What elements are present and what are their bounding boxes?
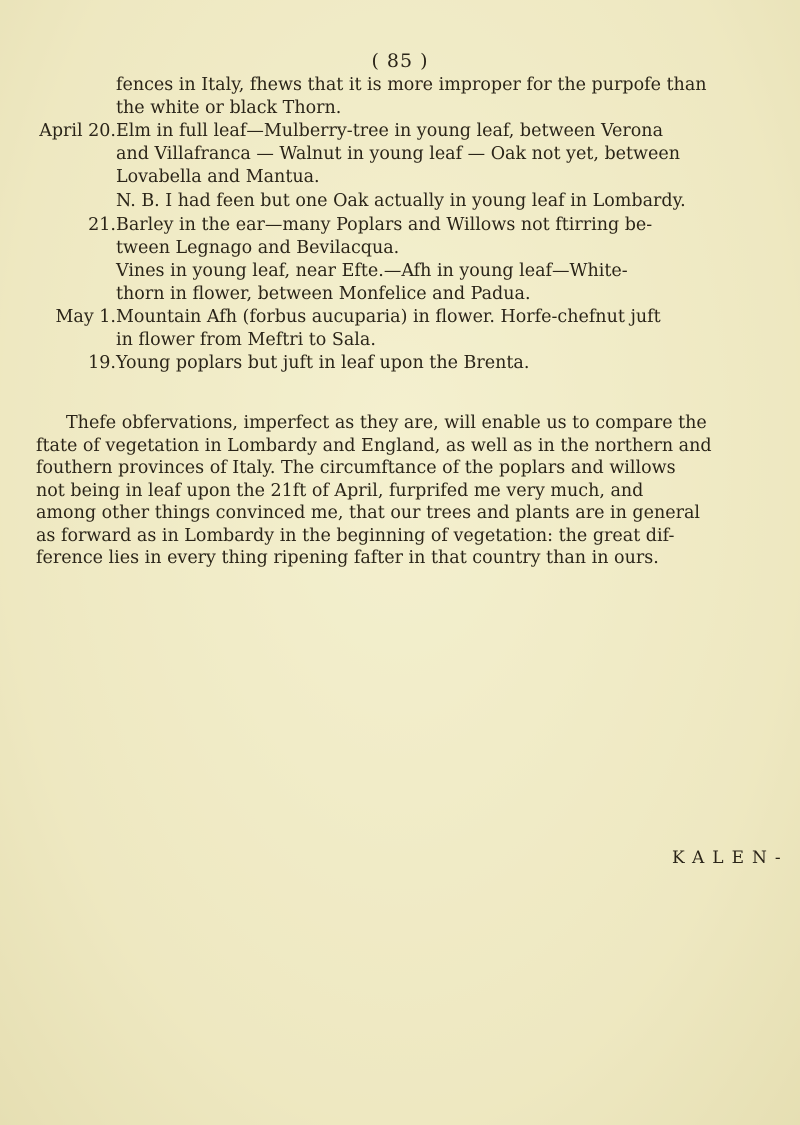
- entry-line: fences in Italy, fhews that it is more improper for the purpofe than: [116, 75, 707, 95]
- entry-text: [116, 190, 756, 213]
- entry-line: Young poplars but juft in leaf upon the Brenta.: [116, 353, 530, 373]
- entry-line: N. B. I had feen but one Oak actually in young leaf in Lombardy.: [116, 191, 686, 211]
- entry-date: May 1.: [55, 307, 116, 327]
- entry-line: Lovabella and Mantua.: [116, 167, 320, 187]
- entry-line: in flower from Meftri to Sala.: [116, 330, 376, 350]
- catchword: KALEN-: [672, 848, 789, 868]
- entry-line: and Villafranca — Walnut in young leaf — Oak not yet, between: [116, 144, 681, 164]
- entry-line: Vines in young leaf, near Efte.—Afh in young leaf—White-: [116, 261, 628, 281]
- entry-text: [116, 306, 756, 352]
- entry-text: [116, 352, 756, 375]
- entry-line: thorn in flower, between Monfelice and Padua.: [116, 284, 531, 304]
- paragraph-line: fouthern provinces of Italy. The circumftance of the poplars and willows: [36, 458, 676, 478]
- commentary-paragraph: [36, 412, 756, 570]
- entry-text: [116, 214, 756, 260]
- paragraph-line: ference lies in every thing ripening fafter in that country than in ours.: [36, 548, 659, 568]
- paragraph-line: not being in leaf upon the 21ft of April, furprifed me very much, and: [36, 480, 644, 501]
- entry-line: Mountain Afh (forbus aucuparia) in flower. Horfe-chefnut juft: [116, 307, 661, 327]
- entry-date: April 20.: [39, 121, 116, 141]
- entry-line: Elm in full leaf—Mulberry-tree in young leaf, between Verona: [116, 121, 664, 141]
- entry-text: [116, 74, 756, 120]
- paragraph-line: as forward as in Lombardy in the beginning of vegetation: the great dif-: [36, 525, 675, 546]
- paragraph-line: Thefe obfervations, imperfect as they are, will enable us to compare the: [66, 413, 707, 433]
- entry-date: 21.: [88, 215, 116, 235]
- page-number: ( 85 ): [371, 50, 429, 72]
- entry-line: tween Legnago and Bevilacqua.: [116, 238, 400, 258]
- paragraph-line: ftate of vegetation in Lombardy and England, as well as in the northern and: [36, 435, 712, 456]
- entry-date: 19.: [88, 353, 116, 373]
- entry-text: [116, 260, 756, 306]
- entry-line: the white or black Thorn.: [116, 98, 342, 118]
- entry-text: [116, 120, 756, 189]
- entry-line: Barley in the ear—many Poplars and Willows not ftirring be-: [116, 215, 653, 235]
- paragraph-line: among other things convinced me, that our trees and plants are in general: [36, 503, 701, 523]
